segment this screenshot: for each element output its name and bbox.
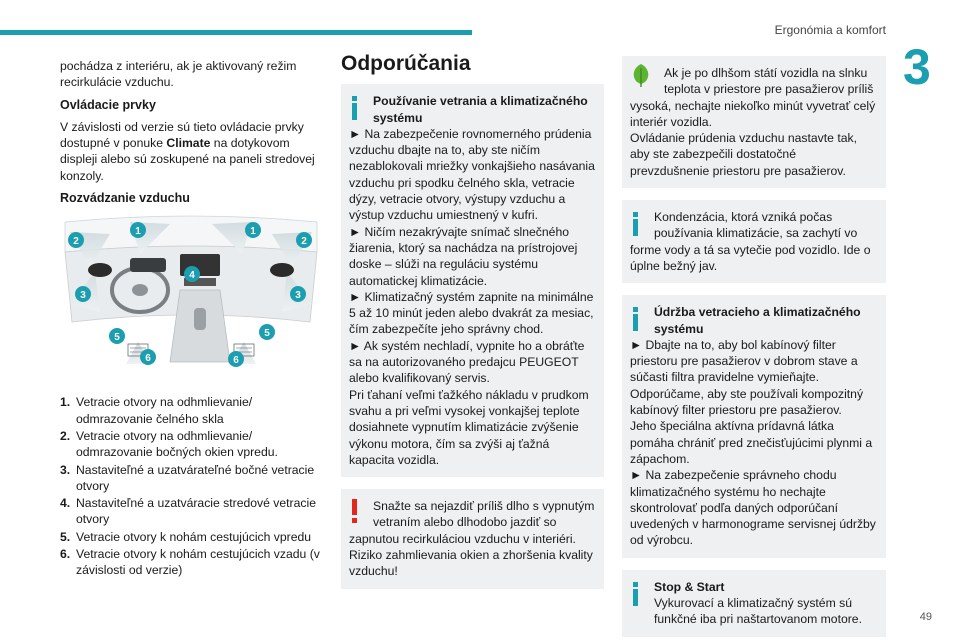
info-box-stop-start xyxy=(622,570,886,637)
info-icon xyxy=(632,582,640,606)
chapter-number: 3 xyxy=(903,39,931,95)
warning-box-recirculation xyxy=(341,489,604,588)
box-line: Odporúčame, aby ste používali kompozitný kabínový filter priestoru pre pasažierov. xyxy=(630,386,864,418)
box-line: Vykurovací a klimatizačný systém sú funkčné iba pri naštartovanom motore. xyxy=(654,596,862,627)
svg-text:6: 6 xyxy=(145,353,151,365)
marker-5-right xyxy=(259,324,275,340)
svg-text:5: 5 xyxy=(114,332,120,344)
column-3 xyxy=(622,56,886,640)
box-line: ► Ak systém nechladí, vypnite ho a obráťte sa na autorizovaného predajcu PEUGEOT alebo kvalifikovaný servis. xyxy=(349,338,585,386)
marker-6-left xyxy=(140,349,156,365)
box-heading: Údržba vetracieho a klimatizačného systému xyxy=(654,305,861,336)
svg-text:5: 5 xyxy=(264,328,270,340)
marker-3-right xyxy=(290,286,306,302)
svg-text:3: 3 xyxy=(295,290,301,302)
marker-4 xyxy=(184,266,200,282)
controls-text: V závislosti od verzie sú tieto ovládacie prvky dostupné v ponuke Climate na dotykovom displeji alebo sú zoskupené na paneli stredovej konzoly. xyxy=(60,119,315,183)
column-2 xyxy=(341,52,604,601)
svg-text:1: 1 xyxy=(135,226,141,238)
box-line: forme vody a tá sa vytečie pod vozidlo. Ide o úplne bežný jav. xyxy=(630,242,871,273)
box-line: ► Ničím nezakrývajte snímač slnečného žiarenia, ktorý sa nachádza na prístrojovej doske – slúži na reguláciu systému automatickej klimatizácie. xyxy=(349,224,578,288)
column-1 xyxy=(60,58,322,580)
box-line: Jeho špeciálna aktívna prídavná látka pomáha chrániť pred znečisťujúcimi plynmi a zápachom. xyxy=(630,419,873,466)
marker-5-left xyxy=(109,328,125,344)
box-line: zapnutou recirkuláciou vzduchu v interiéri. Riziko zahmlievania okien a zhoršenia kvality vzduchu! xyxy=(349,531,593,579)
marker-6-right xyxy=(228,351,244,367)
air-vent-legend xyxy=(60,394,322,578)
box-line: Ovládanie prúdenia vzduchu nastavte tak, aby ste zabezpečili dostatočné prevzdušnenie priestoru pre pasažierov. xyxy=(630,131,857,178)
info-icon xyxy=(632,307,640,331)
svg-text:2: 2 xyxy=(73,236,79,248)
box-line: Kondenzácia, ktorá vzniká počas používania klimatizácie, sa zachytí vo xyxy=(654,210,858,241)
controls-heading: Ovládacie prvky xyxy=(60,97,156,112)
info-box-ventilation-usage xyxy=(341,84,604,477)
eco-leaf-icon xyxy=(628,62,654,88)
section-title: Ergonómia a komfort xyxy=(774,23,886,37)
svg-text:6: 6 xyxy=(233,355,239,367)
recommendations-title: Odporúčania xyxy=(341,52,471,75)
info-icon xyxy=(632,212,640,236)
legend-item: 1. Vetracie otvory na odhmlievanie/ odmrazovanie čelného skla xyxy=(60,395,253,426)
box-line: ► Dbajte na to, aby bol kabínový filter priestoru pre pasažierov v dobrom stave a súčasti filtra pravidelne vymieňajte. xyxy=(630,337,858,385)
page-number: 49 xyxy=(919,611,932,623)
box-line: Pri ťahaní veľmi ťažkého nákladu v prudkom svahu a pri veľmi vysokej vonkajšej teplote dosiahnete vypnutím klimatizácie zvýšenie výkonu motora, čím sa zvýši aj ťažná kapacita vozidla. xyxy=(349,387,589,467)
svg-text:1: 1 xyxy=(250,226,256,238)
info-icon xyxy=(351,96,359,120)
distribution-heading: Rozvádzanie vzduchu xyxy=(60,191,190,206)
svg-text:4: 4 xyxy=(189,270,195,282)
box-line: Ak je po dlhšom státí vozidla na slnku teplota v priestore pre pasažierov príliš xyxy=(664,66,874,97)
legend-item: 3. Nastaviteľné a uzatvárateľné bočné vetracie otvory xyxy=(60,462,315,493)
header-accent-bar xyxy=(0,30,472,35)
dashboard-drawing xyxy=(60,212,322,384)
warning-icon xyxy=(352,499,358,523)
legend-item: 2. Vetracie otvory na odhmlievanie/ odmrazovanie bočných okien vpredu. xyxy=(60,428,278,460)
intro-text: pochádza z interiéru, ak je aktivovaný režim recirkulácie vzduchu. xyxy=(60,59,297,90)
svg-text:2: 2 xyxy=(301,236,307,248)
marker-2-right xyxy=(296,232,312,248)
climate-menu-label: Climate xyxy=(166,136,211,151)
legend-item: 4. Nastaviteľné a uzatváracie stredové vetracie otvory xyxy=(60,496,316,527)
box-line: vysoká, nechajte niekoľko minút vyvetrať celý interiér vozidla. xyxy=(630,98,876,129)
box-heading: Stop & Start xyxy=(654,579,725,594)
box-line: ► Na zabezpečenie rovnomerného prúdenia vzduchu dbajte na to, aby ste ničím nezablokovali mriežky vonkajšieho nasávania vzduchu pri spodku čelného skla, vetracie dýzy, vetracie otvory, výstupy vzduchu a výstup vzduchu umiestnený v kufri. xyxy=(349,126,595,223)
box-line: ► Na zabezpečenie správneho chodu klimatizačného systému ho nechajte skontrolovať podľa daných odporúčaní uvedených v harmonograme servisnej údržby od výrobcu. xyxy=(630,468,876,548)
info-box-maintenance xyxy=(622,295,886,557)
info-box-condensation xyxy=(622,200,886,283)
marker-1-right xyxy=(245,222,261,238)
marker-1-left xyxy=(130,222,146,238)
legend-item: 5. Vetracie otvory k nohám cestujúcich vpredu xyxy=(60,529,312,544)
eco-box-hot-interior xyxy=(622,56,886,188)
box-heading: Používanie vetrania a klimatizačného systému xyxy=(373,94,588,125)
marker-2-left xyxy=(68,232,84,248)
box-line: Snažte sa nejazdiť príliš dlho s vypnutým vetraním alebo dlhodobo jazdiť so xyxy=(373,499,595,530)
svg-text:3: 3 xyxy=(80,290,86,302)
marker-3-left xyxy=(75,286,91,302)
legend-item: 6. Vetracie otvory k nohám cestujúcich vzadu (v závislosti od verzie) xyxy=(60,547,320,578)
dashboard-air-distribution-illustration xyxy=(60,212,322,384)
box-line: ► Klimatizačný systém zapnite na minimálne 5 až 10 minút jeden alebo dvakrát za mesiac, čím zabezpečíte jeho správny chod. xyxy=(349,289,594,337)
